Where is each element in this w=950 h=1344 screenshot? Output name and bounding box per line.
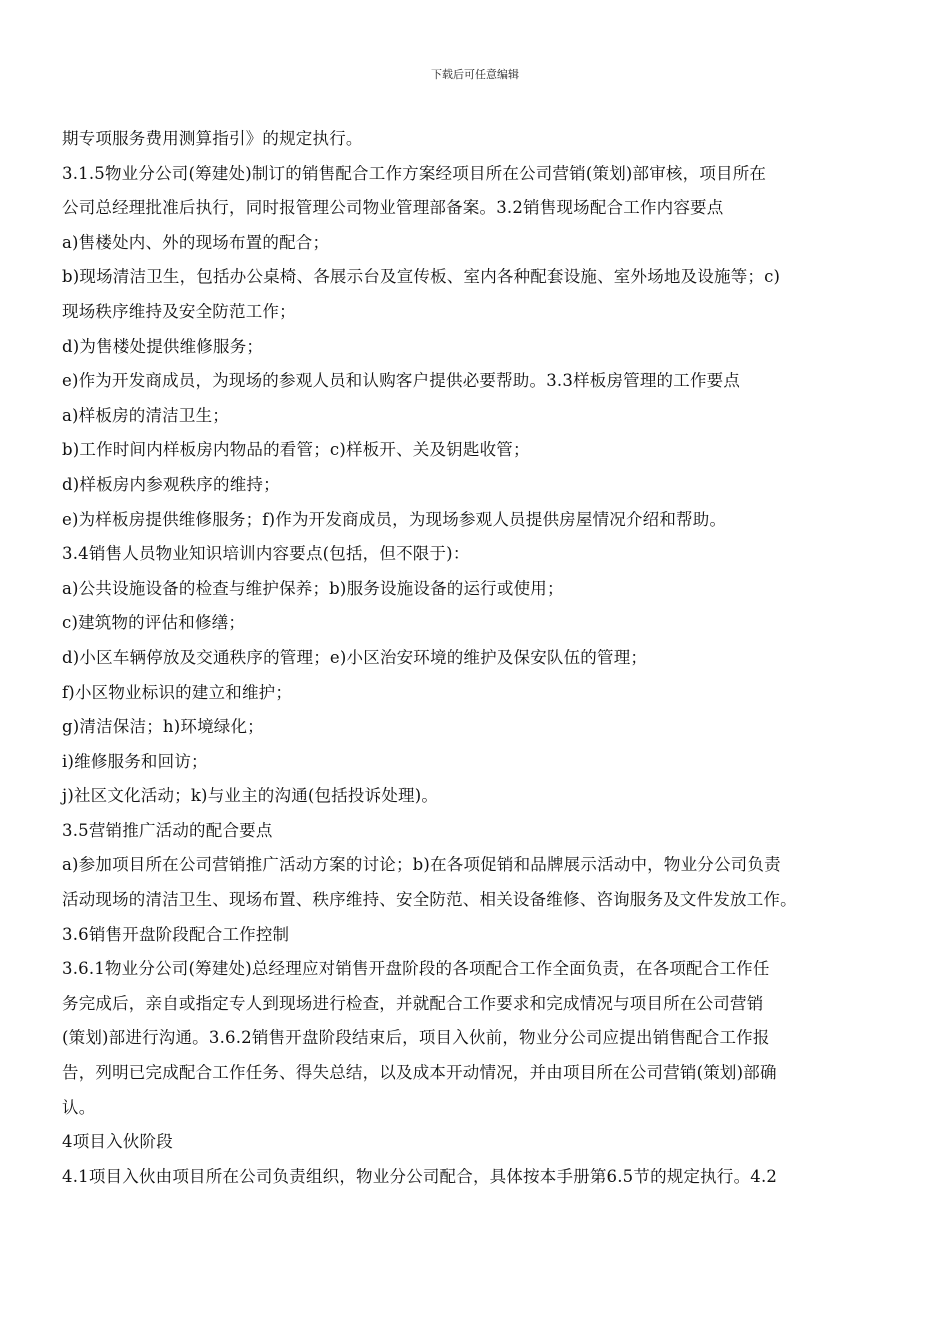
- text-line: a)公共设施设备的检查与维护保养；b)服务设施设备的运行或使用；: [62, 578, 564, 598]
- document-body: [62, 122, 902, 1194]
- text-line: 活动现场的清洁卫生、现场布置、秩序维持、安全防范、相关设备维修、咨询服务及文件发放工作。: [62, 890, 797, 910]
- text-line: a)参加项目所在公司营销推广活动方案的讨论；b)在各项促销和品牌展示活动中，物业分公司负责: [62, 855, 781, 875]
- text-line: e)为样板房提供维修服务；f)作为开发商成员，为现场参观人员提供房屋情况介绍和帮助。: [62, 509, 727, 529]
- text-line: 3.6.1物业分公司(筹建处)总经理应对销售开盘阶段的各项配合工作全面负责，在各项配合工作任: [62, 959, 770, 979]
- text-line: 3.4销售人员物业知识培训内容要点(包括，但不限于)：: [62, 544, 470, 564]
- text-line: 现场秩序维持及安全防范工作；: [62, 301, 296, 321]
- text-line: a)售楼处内、外的现场布置的配合；: [62, 232, 330, 252]
- text-line: d)小区车辆停放及交通秩序的管理；e)小区治安环境的维护及保安队伍的管理；: [62, 647, 648, 667]
- page-header: 下载后可任意编辑: [431, 68, 519, 81]
- text-line: 告，列明已完成配合工作任务、得失总结，以及成本开动情况，并由项目所在公司营销(策划)部确: [62, 1063, 777, 1083]
- text-line: 4.1项目入伙由项目所在公司负责组织，物业分公司配合，具体按本手册第6.5节的规定执行。4.2: [62, 1166, 778, 1186]
- text-line: c)建筑物的评估和修缮；: [62, 613, 246, 633]
- text-line: b)工作时间内样板房内物品的看管；c)样板开、关及钥匙收管；: [62, 440, 530, 460]
- text-line: 认。: [62, 1097, 96, 1117]
- text-line: a)样板房的清洁卫生；: [62, 405, 229, 425]
- text-line: d)为售楼处提供维修服务；: [62, 336, 264, 356]
- text-line: 公司总经理批准后执行，同时报管理公司物业管理部备案。3.2销售现场配合工作内容要点: [62, 198, 724, 218]
- text-line: 3.6销售开盘阶段配合工作控制: [62, 924, 290, 944]
- text-line: i)维修服务和回访；: [62, 751, 208, 771]
- text-line: b)现场清洁卫生，包括办公桌椅、各展示台及宣传板、室内各种配套设施、室外场地及设施等；c): [62, 267, 781, 287]
- text-line: g)清洁保洁；h)环境绿化；: [62, 717, 264, 737]
- text-line: 3.5营销推广活动的配合要点: [62, 820, 273, 840]
- text-line: d)样板房内参观秩序的维持；: [62, 474, 280, 494]
- text-line: j)社区文化活动；k)与业主的沟通(包括投诉处理)。: [62, 786, 439, 806]
- text-line: 4项目入伙阶段: [62, 1132, 173, 1152]
- text-line: 务完成后，亲自或指定专人到现场进行检查，并就配合工作要求和完成情况与项目所在公司营销: [62, 993, 764, 1013]
- text-line: 3.1.5物业分公司(筹建处)制订的销售配合工作方案经项目所在公司营销(策划)部审核，项目所在: [62, 163, 767, 183]
- text-line: (策划)部进行沟通。3.6.2销售开盘阶段结束后，项目入伙前，物业分公司应提出销售配合工作报: [62, 1028, 770, 1048]
- text-line: 期专项服务费用测算指引》的规定执行。: [62, 129, 363, 148]
- text-line: f)小区物业标识的建立和维护；: [62, 682, 293, 702]
- text-line: e)作为开发商成员，为现场的参观人员和认购客户提供必要帮助。3.3样板房管理的工作要点: [62, 371, 741, 391]
